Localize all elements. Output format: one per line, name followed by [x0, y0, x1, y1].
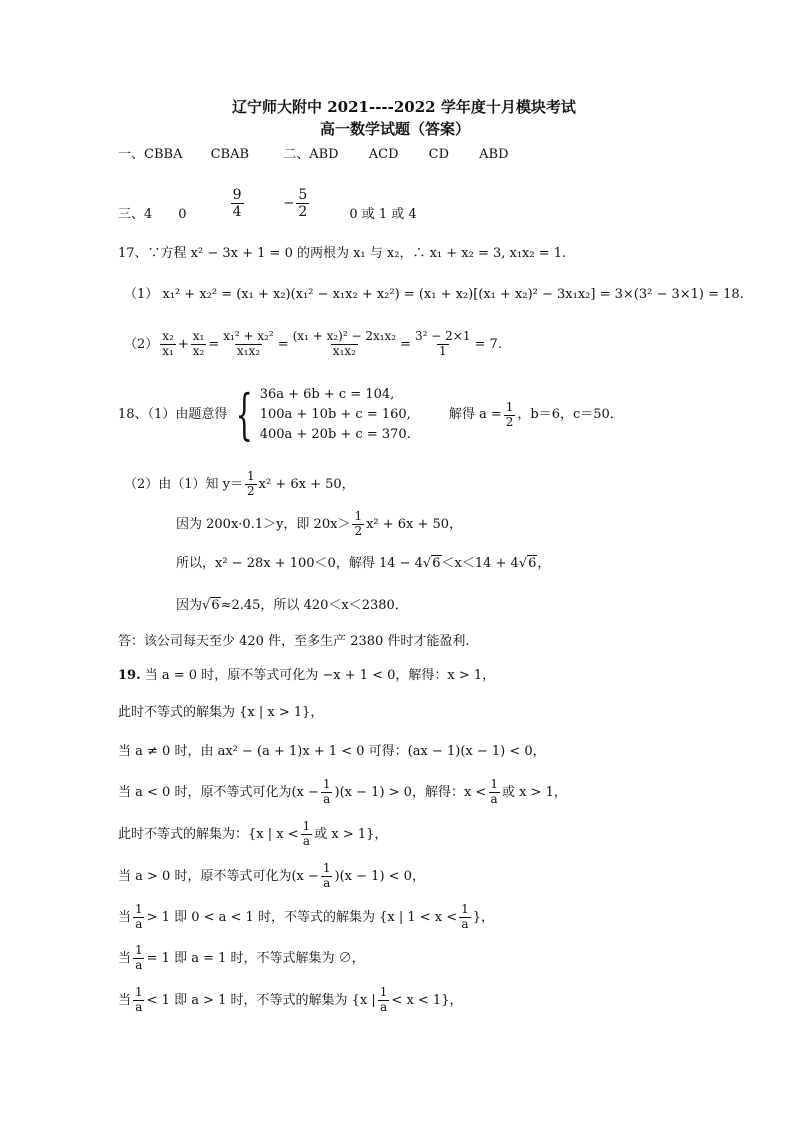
q18-line4: 因为√6≈2.45，所以 420＜x＜2380．: [176, 598, 408, 613]
text: }，: [472, 909, 495, 925]
q18-label: 18、（1）由题意得: [118, 407, 228, 423]
fraction: $\frac{1}{2}$: [505, 399, 514, 429]
q17-part1: （1） x₁² + x₂² = (x₁ + x₂)(x₁² − x₁x₂ + x₂²) = (x₁ + x₂)[(x₁ + x₂)² − 3x₁x₂] = 3×(3² − 3×1) = 18.: [124, 287, 744, 302]
paren: ): [334, 784, 340, 800]
answers-part1-2: [118, 147, 509, 163]
q19-line2: 此时不等式的解集为 {x | x > 1}，: [118, 705, 324, 720]
text: 当 a > 0 时，原不等式可化为: [118, 868, 292, 884]
text: 因为 200x·0.1＞y，即 20x＞: [176, 516, 351, 532]
fraction: $\frac{\text{x₁² + x₂²}}{\text{x₁x₂}}$: [223, 329, 274, 358]
text: 或 x > 1}，: [314, 826, 388, 842]
fraction: $\frac{1}{a}$: [135, 902, 143, 931]
text: < x < 1}，: [391, 992, 463, 1008]
answer-group: ABD: [479, 147, 509, 162]
doc-title: 辽宁师大附中 2021----2022 学年度十月模块考试: [232, 98, 576, 116]
part-label: （2）: [124, 336, 159, 352]
text: < 1 即 a > 1 时，不等式的解集为 {x |: [146, 992, 376, 1008]
fraction: $\frac{\text{(x₁ + x₂)² − 2x₁x₂}}{\text{x₁x₂}}$: [292, 329, 397, 358]
text: ≈2.45，所以 420＜x＜2380．: [220, 598, 408, 613]
q18-part2: [124, 470, 355, 499]
fraction: $\frac{1}{a}$: [322, 861, 331, 890]
result: = 7.: [474, 336, 502, 352]
equation: 36a + 6b + c = 104,: [259, 387, 395, 402]
answer-group: ACD: [368, 147, 399, 162]
q18-line2: [176, 510, 462, 539]
solve-text: ，b＝6，c＝50．: [517, 407, 623, 423]
fraction: $\frac{1}{2}$: [354, 509, 363, 538]
equation: 400a + 20b + c = 370.: [259, 427, 411, 443]
text: 当 a = 0 时，原不等式可化为 −x + 1 < 0，解得：x > 1，: [144, 668, 496, 683]
operator: =: [277, 336, 289, 352]
answer-group: CBAB: [210, 147, 250, 162]
answer-group: CD: [428, 147, 450, 162]
q17-part2: [124, 330, 502, 359]
fraction: $\frac{1}{2}$: [247, 469, 255, 498]
minus-sign: −: [283, 196, 295, 211]
answers-part3: [118, 185, 417, 223]
answer-value: 0 或 1 或 4: [349, 207, 417, 222]
text: 当: [118, 909, 132, 925]
fraction: $\frac{\text{3² − 2×1}}{1}$: [415, 329, 471, 358]
text: ，: [537, 556, 551, 571]
fraction: $\frac{1}{a}$: [135, 985, 143, 1014]
text: = 1 即 a = 1 时，不等式解集为 ∅，: [146, 950, 365, 966]
answer-group: ABD: [309, 147, 339, 162]
operator: =: [400, 336, 412, 352]
equation-system: { 36a + 6b + c = 104, 100a + 10b + c = 160, 400a + 20b + c = 370.: [235, 383, 411, 447]
answer-value: 4: [144, 207, 153, 222]
paren: (x −: [291, 784, 319, 800]
operator: +: [177, 336, 189, 352]
text: x² + 6x + 50，: [366, 516, 463, 532]
q19-line3: 当 a ≠ 0 时，由 ax² − (a + 1)x + 1 < 0 可得：(ax − 1)(x − 1) < 0，: [118, 744, 546, 759]
text: 或 x > 1，: [501, 784, 567, 800]
fraction: $\frac{1}{a}$: [135, 943, 143, 972]
text: （2）由（1）知 y＝: [124, 476, 244, 492]
fraction-answer: $\frac{9}{4}$: [232, 187, 242, 221]
fraction: $\frac{\text{x₂}}{\text{x₁}}$: [162, 329, 174, 358]
q17-intro: 17、∵方程 x² − 3x + 1 = 0 的两根为 x₁ 与 x₂，∴ x₁ + x₂ = 3, x₁x₂ = 1.: [118, 246, 567, 261]
text: (x − 1) < 0，: [339, 868, 425, 884]
fraction: $\frac{1}{a}$: [322, 777, 331, 806]
q18-part1: [118, 385, 623, 445]
q19-line8: [118, 944, 365, 973]
q19-line5: [118, 820, 387, 849]
answer-value: 0: [178, 207, 187, 222]
equation: 100a + 10b + c = 160,: [259, 407, 411, 423]
text: > 1 即 0 < a < 1 时，不等式的解集为 {x | 1 < x <: [146, 909, 458, 925]
paren: (x −: [291, 868, 319, 884]
q19-line4: [118, 778, 567, 807]
sqrt: 6: [528, 556, 537, 571]
text: 此时不等式的解集为：{x | x <: [118, 826, 299, 842]
part3-label: 三、: [118, 207, 145, 222]
fraction: $\frac{1}{a}$: [490, 777, 498, 806]
text: x² + 6x + 50，: [258, 476, 355, 492]
fraction: $\frac{\text{x₁}}{\text{x₂}}$: [192, 329, 205, 358]
q18-line3: 所以，x² − 28x + 100＜0，解得 14 − 4√6＜x＜14 + 4√6，: [176, 556, 551, 571]
sqrt: 6: [211, 598, 220, 613]
fraction: $\frac{1}{a}$: [379, 985, 388, 1014]
text: (x − 1) > 0，解得：x <: [339, 784, 487, 800]
q18-answer: 答：该公司每天至少 420 件，至多生产 2380 件时才能盈利.: [118, 634, 470, 649]
paren: ): [334, 868, 340, 884]
q19-number: 19.: [118, 668, 141, 683]
sqrt: 6: [432, 556, 441, 571]
doc-subtitle: 高一数学试题（答案）: [320, 120, 471, 138]
text: 因为: [176, 598, 203, 613]
text: 当: [118, 950, 132, 966]
text: 所以，x² − 28x + 100＜0，解得 14 − 4: [176, 556, 423, 571]
part1-label: 一、: [118, 147, 145, 162]
q19-line7: [118, 903, 494, 932]
q19-line9: [118, 986, 462, 1015]
operator: =: [208, 336, 220, 352]
q19-line1: [118, 668, 495, 684]
fraction: $\frac{1}{a}$: [302, 819, 311, 848]
fraction: $\frac{1}{a}$: [461, 902, 469, 931]
q19-line6: [118, 862, 425, 891]
fraction-answer: $\frac{5}{2}$: [298, 187, 308, 221]
answer-group: CBBA: [144, 147, 183, 162]
part2-label: 二、: [283, 147, 310, 162]
text: 当: [118, 992, 132, 1008]
text: 当 a < 0 时，原不等式可化为: [118, 784, 292, 800]
text: ＜x＜14 + 4: [441, 556, 519, 571]
solve-text: 解得 a =: [448, 407, 502, 423]
